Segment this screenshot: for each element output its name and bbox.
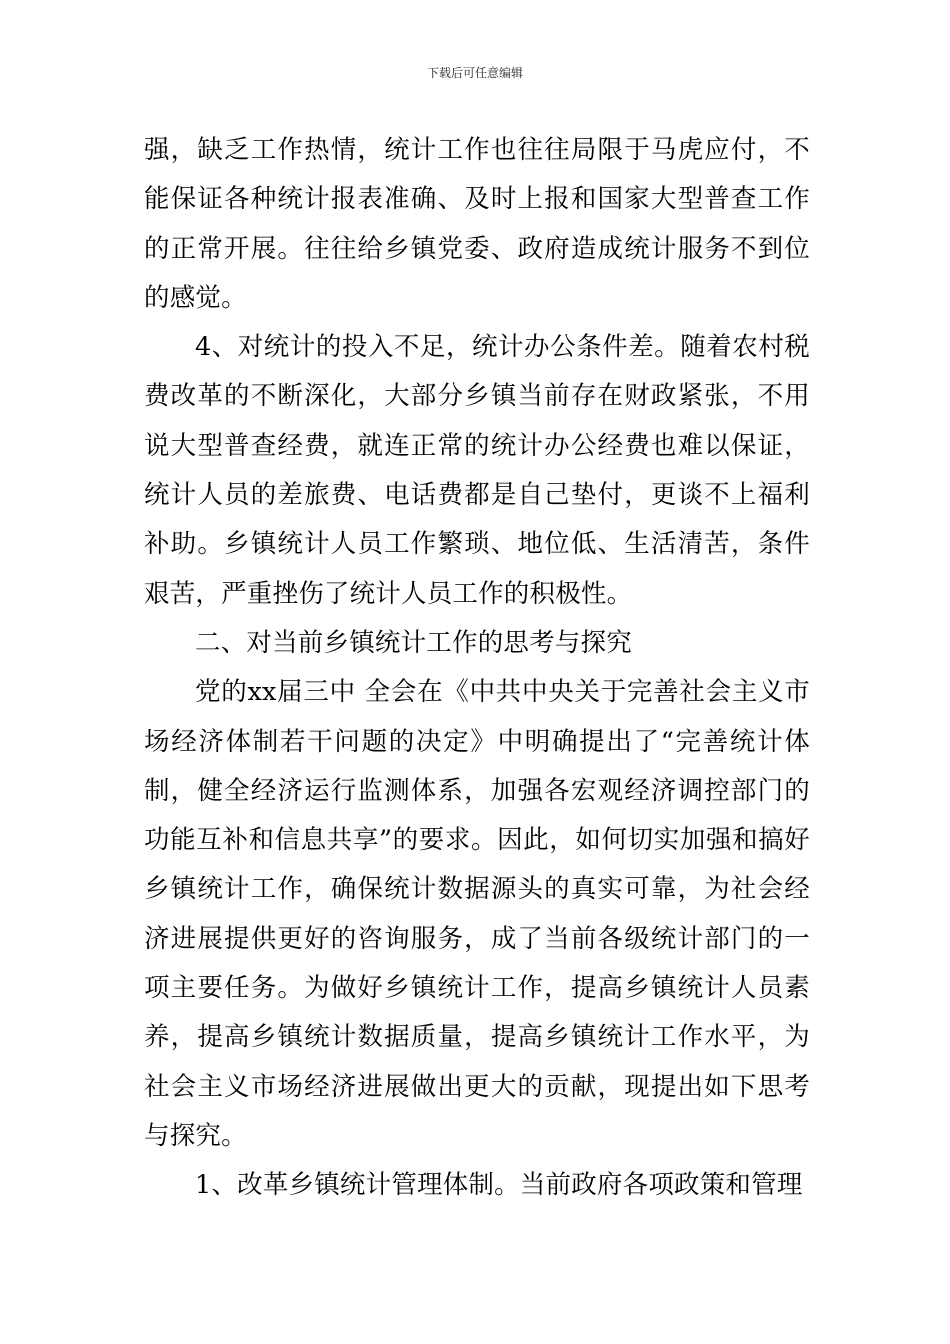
paragraph-continuation: 强，缺乏工作热情，统计工作也往往局限于马虎应付，不能保证各种统计报表准确、及时上报和国家大型普查工作的正常开展。往往给乡镇党委、政府造成统计服务不到位的感觉。 <box>144 135 810 313</box>
paragraph-item-1: 1、改革乡镇统计管理体制。当前政府各项政策和管理 <box>195 1170 803 1201</box>
paragraph-intro: 党的xx届三中 全会在《中共中央关于完善社会主义市场经济体制若干问题的决定》中明确提出了“完善统计体制，健全经济运行监测体系，加强各宏观经济调控部门的功能互补和信息共享”的要求。因此，如何切实加强和搞好乡镇统计工作，确保统计数据源头的真实可靠，为社会经济进展提供更好的咨询服务，成了当前各级统计部门的一项主要任务。为做好乡镇统计工作，提高乡镇统计人员素养，提高乡镇统计数据质量，提高乡镇统计工作水平，为社会主义市场经济进展做出更大的贡献，现提出如下思考与探究。 <box>144 677 810 1151</box>
document-body <box>144 126 810 1211</box>
page-header: 下载后可任意编辑 <box>426 66 523 80</box>
section-heading: 二、对当前乡镇统计工作的思考与探究 <box>195 627 632 658</box>
paragraph-item-4: 4、对统计的投入不足，统计办公条件差。随着农村税费改革的不断深化，大部分乡镇当前存在财政紧张，不用说大型普查经费，就连正常的统计办公经费也难以保证，统计人员的差旅费、电话费都是自己垫付，更谈不上福利补助。乡镇统计人员工作繁琐、地位低、生活清苦，条件艰苦，严重挫伤了统计人员工作的积极性。 <box>144 332 810 609</box>
